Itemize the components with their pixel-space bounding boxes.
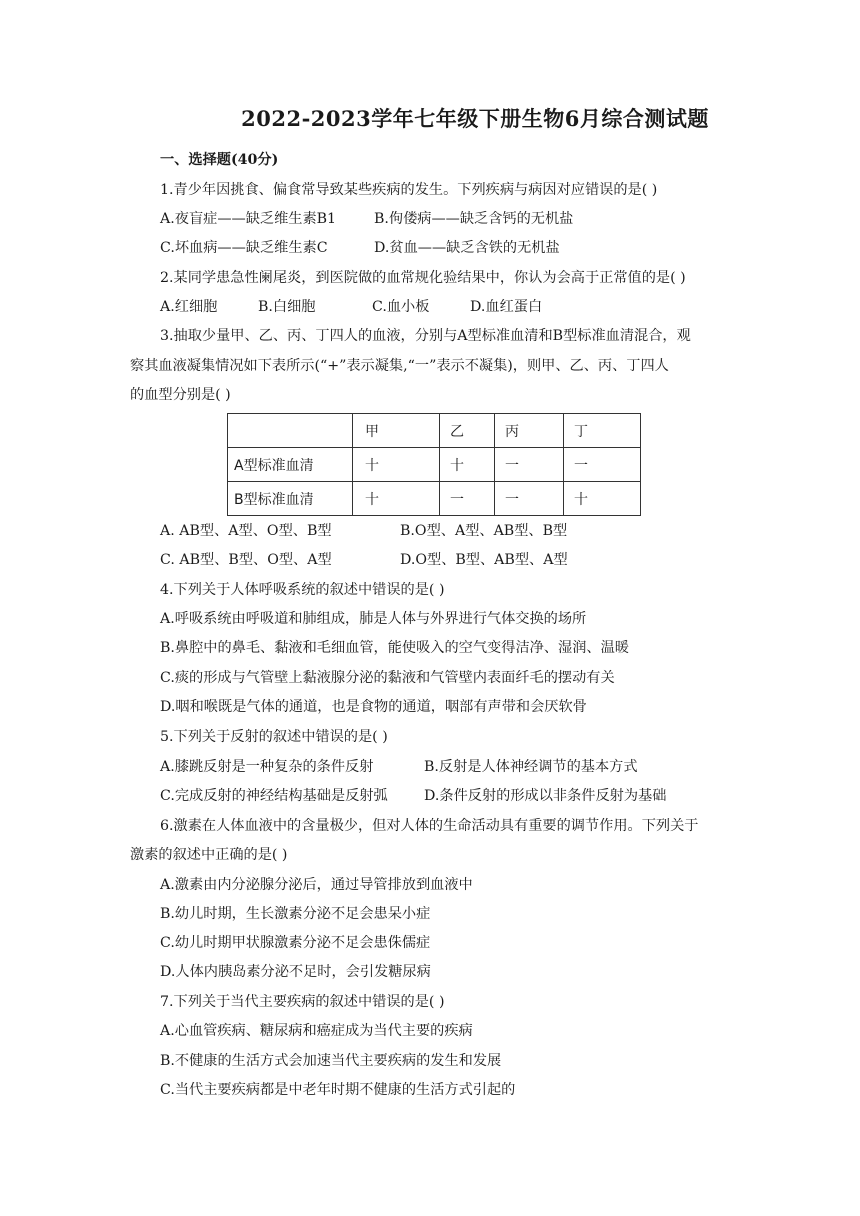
table-cell: 一: [440, 482, 495, 516]
q7-stem: 7.下列关于当代主要疾病的叙述中错误的是( ): [160, 994, 445, 1010]
q4-option-d: D.咽和喉既是气体的通道，也是食物的通道，咽部有声带和会厌软骨: [160, 699, 587, 715]
q1-option-a: A.夜盲症——缺乏维生素B1: [160, 211, 337, 227]
table-header-cell: 甲: [353, 414, 440, 448]
q5-stem: 5.下列关于反射的叙述中错误的是( ): [160, 729, 388, 745]
q3-option-d: D.O型、B型、AB型、A型: [400, 552, 568, 568]
q2-option-c: C.血小板: [372, 299, 430, 315]
table-header-cell: 丁: [564, 414, 641, 448]
table-row-label: A型标准血清: [228, 448, 353, 482]
q2-stem: 2.某同学患急性阑尾炎，到医院做的血常规化验结果中，你认为会高于正常值的是( ): [160, 270, 686, 286]
q6-stem-line1: 6.激素在人体血液中的含量极少，但对人体的生命活动具有重要的调节作用。下列关于: [160, 818, 699, 834]
q1-option-d: D.贫血——缺乏含铁的无机盐: [374, 240, 560, 256]
table-cell: 一: [495, 482, 564, 516]
q4-option-c: C.痰的形成与气管壁上黏液腺分泌的黏液和气管壁内表面纤毛的摆动有关: [160, 670, 615, 686]
q7-option-c: C.当代主要疾病都是中老年时期不健康的生活方式引起的: [160, 1082, 516, 1098]
q5-option-d: D.条件反射的形成以非条件反射为基础: [424, 788, 667, 804]
table-header-row: [228, 414, 641, 448]
table-row: [228, 448, 641, 482]
q3-stem-line3: 的血型分别是( ): [130, 387, 231, 403]
q3-option-c: C. AB型、B型、O型、A型: [160, 552, 332, 568]
q1-option-c: C.坏血病——缺乏维生素C: [160, 240, 328, 256]
q6-option-c: C.幼儿时期甲状腺激素分泌不足会患侏儒症: [160, 935, 431, 951]
q1-stem: 1.青少年因挑食、偏食常导致某些疾病的发生。下列疾病与病因对应错误的是( ): [160, 182, 658, 198]
table-cell: 一: [495, 448, 564, 482]
q4-option-b: B.鼻腔中的鼻毛、黏液和毛细血管，能使吸入的空气变得洁净、湿润、温暖: [160, 640, 629, 656]
q3-stem-line1: 3.抽取少量甲、乙、丙、丁四人的血液，分别与A型标准血清和B型标准血清混合，观: [160, 328, 691, 344]
table-header-cell: 丙: [495, 414, 564, 448]
table-row: [228, 482, 641, 516]
q5-option-b: B.反射是人体神经调节的基本方式: [424, 759, 638, 775]
table-cell: 十: [353, 482, 440, 516]
q5-option-a: A.膝跳反射是一种复杂的条件反射: [160, 759, 374, 775]
table-cell: 十: [440, 448, 495, 482]
table-cell: [228, 414, 353, 448]
q6-option-b: B.幼儿时期，生长激素分泌不足会患呆小症: [160, 906, 431, 922]
q7-option-b: B.不健康的生活方式会加速当代主要疾病的发生和发展: [160, 1053, 502, 1069]
q2-option-a: A.红细胞: [160, 299, 218, 315]
table-row-label: B型标准血清: [228, 482, 353, 516]
section-heading: 一、选择题(40分): [160, 152, 279, 168]
q2-option-d: D.血红蛋白: [470, 299, 543, 315]
q2-option-b: B.白细胞: [258, 299, 316, 315]
q6-option-a: A.激素由内分泌腺分泌后，通过导管排放到血液中: [160, 877, 473, 893]
table-header-cell: 乙: [440, 414, 495, 448]
table-cell: 一: [564, 448, 641, 482]
q3-option-a: A. AB型、A型、O型、B型: [160, 523, 332, 539]
blood-type-table: [227, 413, 641, 516]
q7-option-a: A.心血管疾病、糖尿病和癌症成为当代主要的疾病: [160, 1023, 473, 1039]
q1-option-b: B.佝偻病——缺乏含钙的无机盐: [374, 211, 574, 227]
q6-option-d: D.人体内胰岛素分泌不足时，会引发糖尿病: [160, 964, 431, 980]
table-cell: 十: [353, 448, 440, 482]
q3-option-b: B.O型、A型、AB型、B型: [400, 523, 568, 539]
page-title: 2022-2023学年七年级下册生物6月综合测试题: [241, 106, 709, 131]
q6-stem-line2: 激素的叙述中正确的是( ): [130, 847, 288, 863]
q5-option-c: C.完成反射的神经结构基础是反射弧: [160, 788, 388, 804]
q4-option-a: A.呼吸系统由呼吸道和肺组成，肺是人体与外界进行气体交换的场所: [160, 611, 587, 627]
q3-stem-line2: 察其血液凝集情况如下表所示(“+”表示凝集,“一”表示不凝集)，则甲、乙、丙、丁四人: [130, 358, 669, 374]
q4-stem: 4.下列关于人体呼吸系统的叙述中错误的是( ): [160, 582, 445, 598]
table-cell: 十: [564, 482, 641, 516]
